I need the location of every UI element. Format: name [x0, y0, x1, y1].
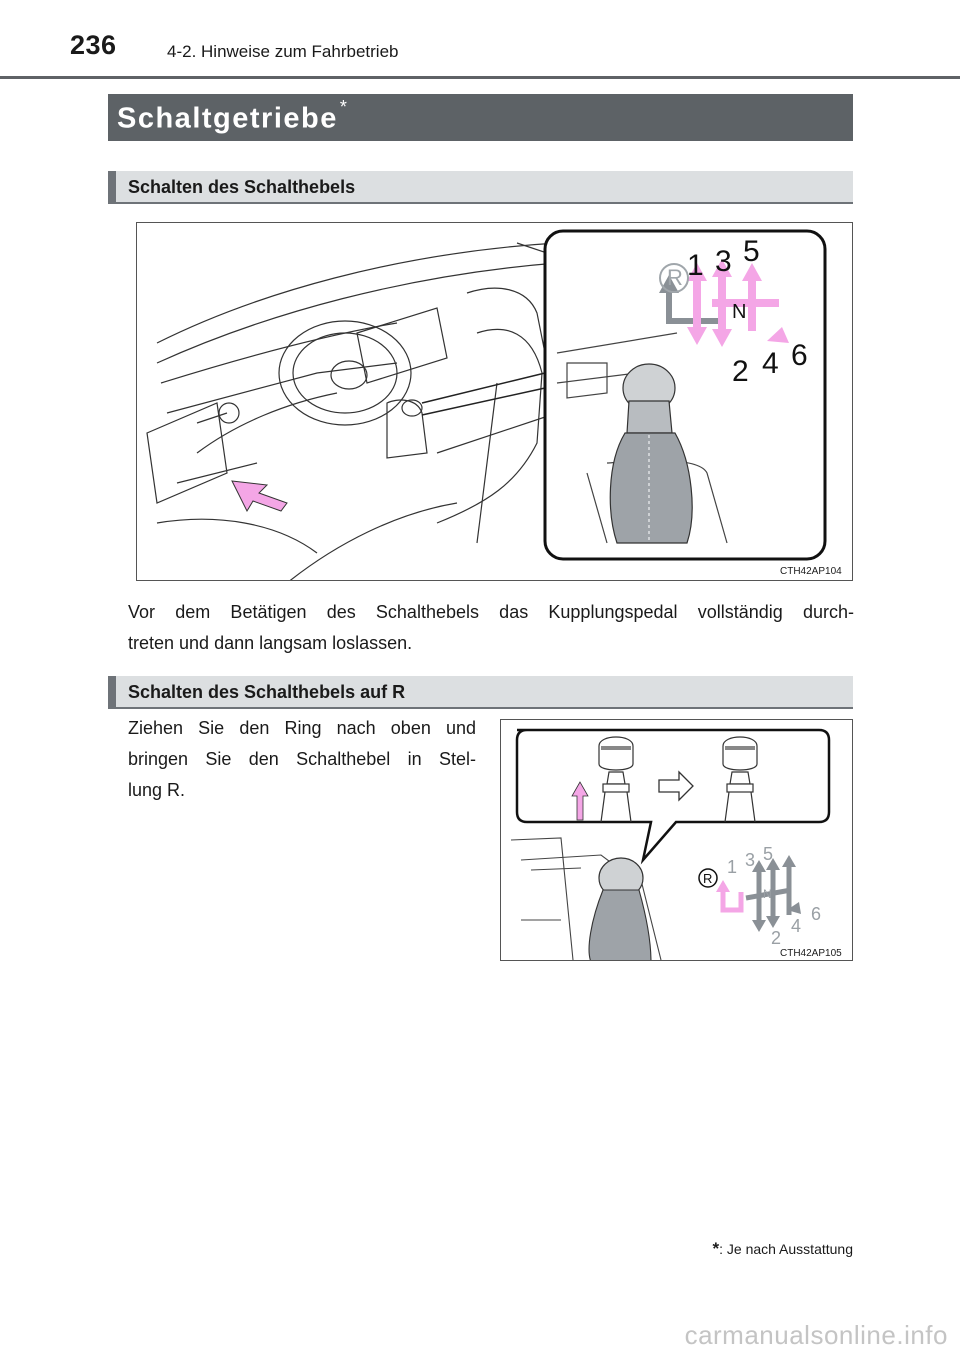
- gear-label-6: 6: [811, 904, 822, 924]
- footnote: [713, 1239, 854, 1259]
- gear-label-1: 1: [727, 857, 738, 877]
- figure-code: CTH42AP105: [780, 948, 842, 959]
- gear-label-2: 2: [771, 928, 782, 948]
- interior-illustration: [137, 223, 853, 581]
- gear-label-5: 5: [763, 844, 774, 864]
- gear-label-r: R: [667, 265, 683, 290]
- instruction-line: Ziehen Sie den Ring nach oben und: [128, 718, 476, 738]
- heading-accent: [108, 676, 116, 707]
- page-number: 236: [70, 30, 117, 60]
- figure-code: CTH42AP104: [780, 566, 842, 577]
- footnote-text: : Je nach Ausstattung: [719, 1241, 853, 1257]
- header-divider: [0, 76, 960, 79]
- clutch-pedal-arrow: [232, 481, 287, 511]
- instruction-line: treten und dann langsam loslassen.: [128, 633, 413, 653]
- instruction-line: Vor dem Betätigen des Schalthebels das Kupplungspedal vollständig durch-: [128, 602, 854, 622]
- instruction-line: bringen Sie den Schalthebel in Stel-: [128, 749, 476, 769]
- page-title: [117, 97, 349, 136]
- page-title-text: Schaltgetriebe: [117, 102, 338, 135]
- gear-label-2: 2: [732, 355, 749, 388]
- dashboard-lines: [147, 243, 607, 581]
- instruction-line: lung R.: [128, 780, 186, 800]
- watermark: carmanualsonline.info: [684, 1320, 948, 1350]
- gear-label-4: 4: [791, 916, 802, 936]
- reverse-illustration: [501, 720, 853, 961]
- gear-label-4: 4: [762, 347, 779, 380]
- reverse-instruction-paragraph: [128, 713, 476, 806]
- gear-label-n: N: [763, 887, 772, 901]
- gear-label-1: 1: [687, 249, 704, 282]
- instruction-paragraph: [128, 597, 854, 659]
- figure-reverse-shift: [500, 719, 853, 961]
- section-heading-label: Schalten des Schalthebels auf R: [128, 682, 406, 702]
- page-header: [0, 0, 960, 80]
- figure-gear-lever-interior: [136, 222, 853, 581]
- section-heading-shifting: [108, 171, 853, 204]
- gear-label-r: R: [703, 871, 713, 886]
- section-reference: 4-2. Hinweise zum Fahrbetrieb: [167, 42, 399, 61]
- title-asterisk: *: [339, 97, 349, 117]
- callout-line: [422, 373, 545, 403]
- footnote-marker: *: [712, 1239, 720, 1258]
- gear-label-5: 5: [743, 235, 760, 268]
- section-heading-reverse: [108, 676, 853, 709]
- gear-label-3: 3: [745, 850, 756, 870]
- knob-callout-bubble: [517, 730, 829, 860]
- section-heading-label: Schalten des Schalthebels: [128, 177, 356, 197]
- main-title-bar: [108, 94, 853, 141]
- heading-accent: [108, 171, 116, 202]
- gear-label-3: 3: [715, 245, 732, 278]
- gear-label-n: N: [732, 301, 747, 323]
- gear-label-6: 6: [791, 339, 808, 372]
